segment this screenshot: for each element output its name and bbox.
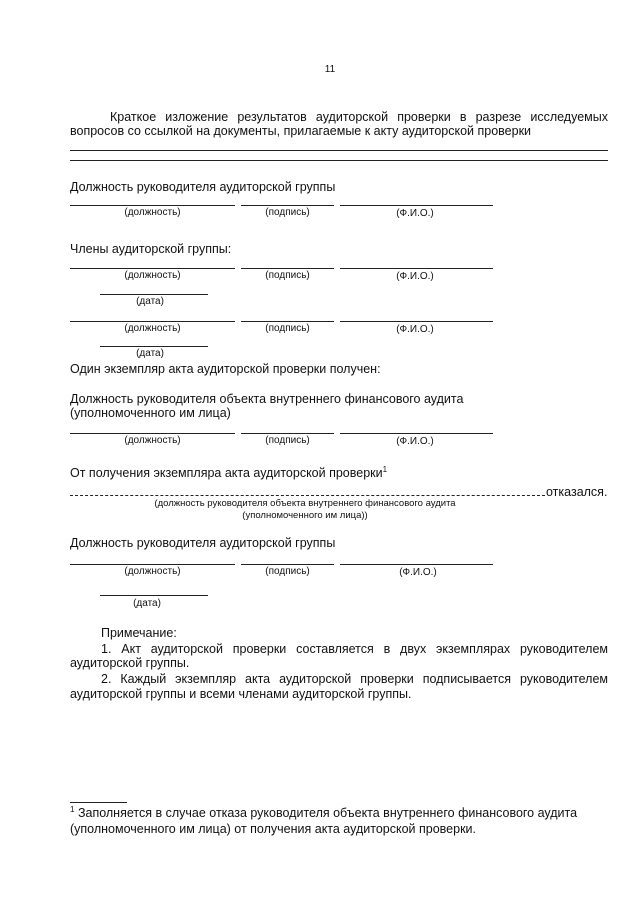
refused-line xyxy=(70,495,545,496)
signature-label: (подпись) xyxy=(265,207,310,218)
note-item1-line-1: 1. Акт аудиторской проверки составляется в двух экземплярах руководителем xyxy=(101,642,608,656)
member1-position-line xyxy=(70,268,235,269)
name-line xyxy=(340,205,493,206)
footnote-separator xyxy=(70,802,127,803)
copy-received: Один экземпляр акта аудиторской проверки получен: xyxy=(70,362,381,376)
member1-date-line xyxy=(100,294,208,295)
note-title: Примечание: xyxy=(101,626,177,640)
head-of-group-title-2: Должность руководителя аудиторской группы xyxy=(70,536,336,550)
head2-date-label: (дата) xyxy=(133,598,161,609)
member1-name-label: (Ф.И.О.) xyxy=(396,271,434,282)
object-head-line-1: Должность руководителя объекта внутреннего финансового аудита xyxy=(70,392,464,406)
blank-line-1 xyxy=(70,150,608,151)
member2-name-label: (Ф.И.О.) xyxy=(396,324,434,335)
summary-line-1: Краткое изложение результатов аудиторской проверки в разрезе исследуемых xyxy=(110,110,608,124)
head2-position-line xyxy=(70,564,235,565)
footnote-line-2: (уполномоченного им лица) от получения акта аудиторской проверки. xyxy=(70,822,476,836)
object-signature-label: (подпись) xyxy=(265,435,310,446)
refused-text: От получения экземпляра акта аудиторской проверки$^1$ xyxy=(70,464,388,480)
member2-position-line xyxy=(70,321,235,322)
object-position-line xyxy=(70,433,235,434)
object-position-label: (должность) xyxy=(124,435,181,446)
head-of-group-title: Должность руководителя аудиторской группы xyxy=(70,180,336,194)
footnote-mark: 1 xyxy=(70,804,75,814)
member2-position-label: (должность) xyxy=(124,323,181,334)
footnote-line-1: $^1$ Заполняется в случае отказа руководителя объекта внутреннего финансового аудита xyxy=(70,804,578,820)
refused-word: отказался. xyxy=(546,485,608,499)
member1-signature-label: (подпись) xyxy=(265,270,310,281)
object-name-line xyxy=(340,433,493,434)
member2-date-label: (дата) xyxy=(136,348,164,359)
note-item1-line-2: аудиторской группы. xyxy=(70,656,190,670)
note-item2-line-2: аудиторской группы и всеми членами аудиторской группы. xyxy=(70,687,412,701)
head2-name-line xyxy=(340,564,493,565)
summary-line-2: вопросов со ссылкой на документы, прилагаемые к акту аудиторской проверки xyxy=(70,124,532,138)
head2-name-label: (Ф.И.О.) xyxy=(399,567,437,578)
member2-name-line xyxy=(340,321,493,322)
position-line xyxy=(70,205,235,206)
member2-signature-line xyxy=(241,321,334,322)
head2-position-label: (должность) xyxy=(124,566,181,577)
note-item2-line-1: 2. Каждый экземпляр акта аудиторской проверки подписывается руководителем xyxy=(101,672,608,686)
member1-name-line xyxy=(340,268,493,269)
member2-date-line xyxy=(100,346,208,347)
head2-signature-label: (подпись) xyxy=(265,566,310,577)
members-title: Члены аудиторской группы: xyxy=(70,242,232,256)
object-head-line-2: (уполномоченного им лица) xyxy=(70,406,231,420)
blank-line-2 xyxy=(70,160,608,161)
member1-date-label: (дата) xyxy=(136,296,164,307)
position-label: (должность) xyxy=(124,207,181,218)
object-signature-line xyxy=(241,433,334,434)
footnote-ref: 1 xyxy=(382,464,388,474)
head2-signature-line xyxy=(241,564,334,565)
signature-line xyxy=(241,205,334,206)
refused-sub-line-1: (должность руководителя объекта внутреннего финансового аудита xyxy=(154,498,456,509)
page-number: 11 xyxy=(324,64,336,75)
object-name-label: (Ф.И.О.) xyxy=(396,436,434,447)
member1-position-label: (должность) xyxy=(124,270,181,281)
name-label: (Ф.И.О.) xyxy=(396,208,434,219)
member2-signature-label: (подпись) xyxy=(265,323,310,334)
refused-sub-line-2: (уполномоченного им лица)) xyxy=(242,510,368,521)
member1-signature-line xyxy=(241,268,334,269)
head2-date-line xyxy=(100,595,208,596)
